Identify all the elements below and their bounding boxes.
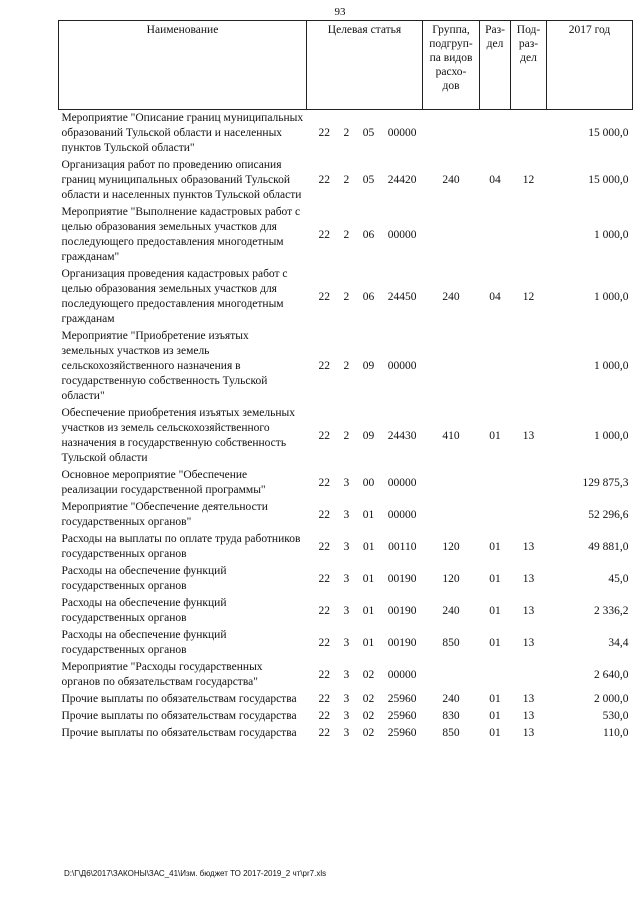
row-section: 04 bbox=[489, 174, 501, 186]
row-subsection: 13 bbox=[522, 429, 535, 442]
header-subsection bbox=[511, 21, 547, 110]
row-target-article bbox=[307, 691, 423, 708]
row-name: Прочие выплаты по обязательствам государства bbox=[61, 727, 297, 739]
row-amount: 2 336,2 bbox=[594, 604, 629, 617]
target-article-parts bbox=[309, 668, 421, 683]
row-name: Организация работ по проведению описания границ муниципальных образований Тульской области и населенных пунктов Тульской области bbox=[61, 159, 302, 201]
target-article-parts bbox=[309, 709, 421, 724]
target-article-part: 22 bbox=[318, 572, 330, 585]
row-subsection: 13 bbox=[522, 710, 535, 722]
row-amount: 49 881,0 bbox=[588, 540, 629, 553]
row-expense-group: 830 bbox=[442, 710, 460, 722]
row-expense-group: 240 bbox=[442, 604, 460, 617]
row-expense-group: 120 bbox=[442, 572, 460, 585]
header-line: расхо- bbox=[435, 66, 467, 78]
table-row bbox=[59, 659, 633, 691]
target-article-part: 09 bbox=[362, 429, 375, 442]
target-article-part: 3 bbox=[343, 604, 350, 617]
row-section: 01 bbox=[489, 727, 501, 739]
table-row bbox=[59, 563, 633, 595]
row-name: Обеспечение приобретения изъятых земельных участков из земель сельскохозяйственного назначения в государственную собственность Тульской области bbox=[61, 407, 296, 464]
row-subsection: 13 bbox=[522, 636, 535, 649]
target-article-part: 2 bbox=[343, 429, 350, 442]
table-row bbox=[59, 691, 633, 708]
row-amount: 15 000,0 bbox=[588, 127, 629, 139]
row-section: 01 bbox=[489, 636, 501, 649]
target-article-part: 02 bbox=[362, 668, 375, 681]
row-target-article bbox=[307, 328, 423, 405]
target-article-part: 22 bbox=[318, 693, 330, 705]
target-article-part: 00000 bbox=[387, 360, 417, 372]
target-article-part: 25960 bbox=[387, 727, 417, 739]
row-subsection: 12 bbox=[522, 174, 535, 186]
header-line: па видов bbox=[429, 52, 473, 64]
target-article-part: 00000 bbox=[387, 476, 417, 489]
target-article-part: 01 bbox=[362, 508, 375, 521]
table-body bbox=[59, 110, 633, 743]
row-expense-group bbox=[423, 328, 480, 405]
row-name: Мероприятие "Приобретение изъятых земельных участков из земель сельскохозяйственного назначения в государственную собственность Тульской области" bbox=[61, 330, 268, 402]
target-article-part: 00000 bbox=[387, 228, 417, 241]
target-article-part: 01 bbox=[362, 604, 375, 617]
table-row bbox=[59, 157, 633, 204]
row-section: 01 bbox=[489, 693, 501, 705]
row-section bbox=[480, 467, 511, 499]
target-article-part: 2 bbox=[343, 360, 350, 372]
row-section bbox=[480, 204, 511, 266]
target-article-part: 22 bbox=[318, 127, 330, 139]
row-name: Мероприятие "Обеспечение деятельности государственных органов" bbox=[61, 501, 268, 528]
target-article-parts bbox=[309, 540, 421, 555]
table-row bbox=[59, 708, 633, 725]
row-section: 01 bbox=[489, 710, 501, 722]
row-name: Мероприятие "Описание границ муниципальных образований Тульской области и населенных пунктов Тульской области" bbox=[61, 112, 304, 154]
target-article-part: 00190 bbox=[387, 636, 417, 649]
row-target-article bbox=[307, 563, 423, 595]
target-article-part: 22 bbox=[318, 429, 330, 442]
row-section: 01 bbox=[489, 429, 501, 442]
row-amount: 34,4 bbox=[608, 636, 629, 649]
row-expense-group bbox=[423, 204, 480, 266]
table-row bbox=[59, 627, 633, 659]
target-article-part: 01 bbox=[362, 636, 375, 649]
target-article-part: 00190 bbox=[387, 604, 417, 617]
target-article-part: 22 bbox=[318, 228, 330, 241]
table-header-row bbox=[59, 21, 633, 110]
row-subsection bbox=[511, 328, 547, 405]
target-article-parts bbox=[309, 636, 421, 651]
table-row bbox=[59, 204, 633, 266]
row-amount: 2 640,0 bbox=[594, 668, 629, 681]
row-subsection: 13 bbox=[522, 540, 535, 553]
target-article-part: 02 bbox=[362, 710, 375, 722]
header-year: 2017 год bbox=[547, 21, 633, 110]
row-section bbox=[480, 328, 511, 405]
row-expense-group bbox=[423, 467, 480, 499]
row-section: 01 bbox=[489, 572, 501, 585]
target-article-part: 00000 bbox=[387, 508, 417, 521]
row-name: Мероприятие "Расходы государственных органов по обязательствам государства" bbox=[61, 661, 263, 688]
row-subsection: 13 bbox=[522, 572, 535, 585]
row-expense-group: 120 bbox=[442, 540, 460, 553]
row-section: 01 bbox=[489, 540, 501, 553]
target-article-part: 22 bbox=[318, 727, 330, 739]
row-target-article bbox=[307, 499, 423, 531]
target-article-part: 00110 bbox=[388, 540, 417, 553]
target-article-part: 25960 bbox=[387, 693, 417, 705]
target-article-part: 05 bbox=[362, 127, 375, 139]
row-subsection bbox=[511, 499, 547, 531]
header-line: Под- bbox=[516, 24, 541, 36]
target-article-part: 00000 bbox=[387, 668, 417, 681]
target-article-part: 22 bbox=[318, 668, 330, 681]
target-article-parts bbox=[309, 476, 421, 491]
row-amount: 1 000,0 bbox=[594, 290, 629, 303]
row-expense-group: 240 bbox=[442, 290, 460, 303]
target-article-parts bbox=[309, 359, 421, 374]
target-article-part: 09 bbox=[362, 360, 375, 372]
page-number: 93 bbox=[334, 6, 346, 18]
target-article-part: 3 bbox=[343, 668, 350, 681]
target-article-parts bbox=[309, 726, 421, 741]
table-row bbox=[59, 110, 633, 158]
target-article-part: 3 bbox=[343, 636, 350, 649]
target-article-part: 2 bbox=[343, 290, 350, 303]
target-article-parts bbox=[309, 692, 421, 707]
table-row bbox=[59, 328, 633, 405]
row-amount: 52 296,6 bbox=[588, 508, 629, 521]
row-subsection: 13 bbox=[522, 604, 535, 617]
target-article-part: 2 bbox=[343, 174, 350, 186]
row-target-article bbox=[307, 405, 423, 467]
row-name: Расходы на обеспечение функций государственных органов bbox=[61, 565, 227, 592]
target-article-parts bbox=[309, 604, 421, 619]
row-subsection: 13 bbox=[522, 693, 535, 705]
row-name: Расходы на обеспечение функций государственных органов bbox=[61, 629, 227, 656]
target-article-part: 00190 bbox=[387, 572, 417, 585]
row-section bbox=[480, 110, 511, 158]
header-target-article: Целевая статья bbox=[307, 21, 423, 110]
target-article-part: 2 bbox=[343, 228, 350, 241]
row-target-article bbox=[307, 725, 423, 742]
row-name: Основное мероприятие "Обеспечение реализации государственной программы" bbox=[61, 469, 266, 496]
budget-table bbox=[58, 20, 633, 742]
row-amount: 1 000,0 bbox=[594, 228, 629, 241]
target-article-part: 22 bbox=[318, 604, 330, 617]
target-article-part: 00000 bbox=[387, 127, 417, 139]
table-row bbox=[59, 467, 633, 499]
row-amount: 2 000,0 bbox=[594, 693, 629, 705]
row-amount: 1 000,0 bbox=[594, 429, 629, 442]
target-article-part: 24450 bbox=[387, 290, 417, 303]
table-row bbox=[59, 725, 633, 742]
table-row bbox=[59, 595, 633, 627]
target-article-part: 24420 bbox=[387, 174, 417, 186]
row-target-article bbox=[307, 627, 423, 659]
header-section bbox=[480, 21, 511, 110]
row-target-article bbox=[307, 467, 423, 499]
target-article-part: 25960 bbox=[387, 710, 417, 722]
target-article-parts bbox=[309, 429, 421, 444]
row-name: Организация проведения кадастровых работ с целью образования земельных участков для последующего предоставления многодетным гражданам bbox=[61, 268, 288, 325]
target-article-part: 3 bbox=[343, 693, 350, 705]
row-expense-group bbox=[423, 110, 480, 158]
target-article-part: 01 bbox=[363, 540, 375, 553]
row-target-article bbox=[307, 531, 423, 563]
header-name: Наименование bbox=[59, 21, 307, 110]
table-row bbox=[59, 499, 633, 531]
row-expense-group: 240 bbox=[442, 174, 460, 186]
header-line: дел bbox=[486, 38, 504, 50]
row-section bbox=[480, 499, 511, 531]
target-article-part: 22 bbox=[318, 636, 330, 649]
target-article-part: 3 bbox=[343, 540, 350, 553]
row-amount: 530,0 bbox=[602, 710, 629, 722]
row-section: 01 bbox=[489, 604, 501, 617]
row-name: Мероприятие "Выполнение кадастровых работ с целью образования земельных участков для последующего предоставления многодетным гражданам" bbox=[61, 206, 301, 263]
target-article-part: 22 bbox=[318, 508, 330, 521]
row-name: Прочие выплаты по обязательствам государства bbox=[61, 710, 297, 722]
target-article-part: 22 bbox=[318, 174, 330, 186]
header-line: раз- bbox=[518, 38, 539, 50]
target-article-part: 3 bbox=[343, 710, 350, 722]
row-amount: 110,0 bbox=[603, 727, 629, 739]
row-expense-group: 240 bbox=[442, 693, 460, 705]
table-row bbox=[59, 405, 633, 467]
row-amount: 45,0 bbox=[608, 572, 629, 585]
row-amount: 129 875,3 bbox=[582, 476, 629, 489]
row-subsection bbox=[511, 110, 547, 158]
target-article-parts bbox=[309, 173, 421, 188]
row-subsection: 12 bbox=[522, 290, 535, 303]
target-article-parts bbox=[309, 290, 421, 305]
target-article-part: 05 bbox=[362, 174, 375, 186]
row-subsection bbox=[511, 467, 547, 499]
row-target-article bbox=[307, 204, 423, 266]
row-expense-group: 850 bbox=[442, 636, 460, 649]
target-article-part: 06 bbox=[362, 290, 375, 303]
target-article-part: 22 bbox=[318, 540, 330, 553]
target-article-part: 3 bbox=[343, 476, 350, 489]
row-amount: 1 000,0 bbox=[594, 360, 629, 372]
row-expense-group bbox=[423, 659, 480, 691]
row-target-article bbox=[307, 708, 423, 725]
table-row bbox=[59, 531, 633, 563]
target-article-part: 22 bbox=[318, 710, 330, 722]
header-line: подгруп- bbox=[429, 38, 473, 50]
row-target-article bbox=[307, 110, 423, 158]
table-row bbox=[59, 266, 633, 328]
row-section: 04 bbox=[489, 290, 501, 303]
row-subsection: 13 bbox=[522, 727, 535, 739]
row-target-article bbox=[307, 157, 423, 204]
row-expense-group bbox=[423, 499, 480, 531]
row-name: Прочие выплаты по обязательствам государства bbox=[61, 693, 297, 705]
target-article-part: 3 bbox=[343, 508, 350, 521]
header-line: Раз- bbox=[485, 24, 505, 36]
row-expense-group: 850 bbox=[442, 727, 460, 739]
target-article-part: 3 bbox=[343, 727, 350, 739]
target-article-part: 3 bbox=[343, 572, 350, 585]
row-target-article bbox=[307, 595, 423, 627]
target-article-part: 22 bbox=[318, 476, 330, 489]
target-article-part: 24430 bbox=[387, 429, 417, 442]
header-expense-group bbox=[423, 21, 480, 110]
target-article-part: 06 bbox=[362, 228, 375, 241]
row-target-article bbox=[307, 266, 423, 328]
target-article-part: 00 bbox=[362, 476, 375, 489]
target-article-part: 22 bbox=[318, 360, 330, 372]
target-article-parts bbox=[309, 508, 421, 523]
target-article-part: 02 bbox=[362, 727, 375, 739]
target-article-part: 22 bbox=[318, 290, 330, 303]
row-subsection bbox=[511, 659, 547, 691]
target-article-parts bbox=[309, 572, 421, 587]
target-article-part: 01 bbox=[362, 572, 375, 585]
row-name: Расходы на обеспечение функций государственных органов bbox=[61, 597, 227, 624]
header-line: дел bbox=[520, 52, 537, 64]
target-article-part: 02 bbox=[362, 693, 375, 705]
file-path-footer: D:\Г\Д6\2017\ЗАКОНЫ\ЗАС_41\Изм. бюджет ТО 2017-2019_2 чт\pr7.xls bbox=[64, 869, 327, 878]
header-line: дов bbox=[442, 80, 460, 92]
target-article-parts bbox=[309, 228, 421, 243]
row-expense-group: 410 bbox=[442, 429, 460, 442]
row-target-article bbox=[307, 659, 423, 691]
row-subsection bbox=[511, 204, 547, 266]
row-amount: 15 000,0 bbox=[588, 174, 629, 186]
header-line: Группа, bbox=[432, 24, 470, 36]
row-section bbox=[480, 659, 511, 691]
row-name: Расходы на выплаты по оплате труда работников государственных органов bbox=[61, 533, 301, 560]
target-article-parts bbox=[309, 126, 421, 141]
target-article-part: 2 bbox=[343, 127, 350, 139]
